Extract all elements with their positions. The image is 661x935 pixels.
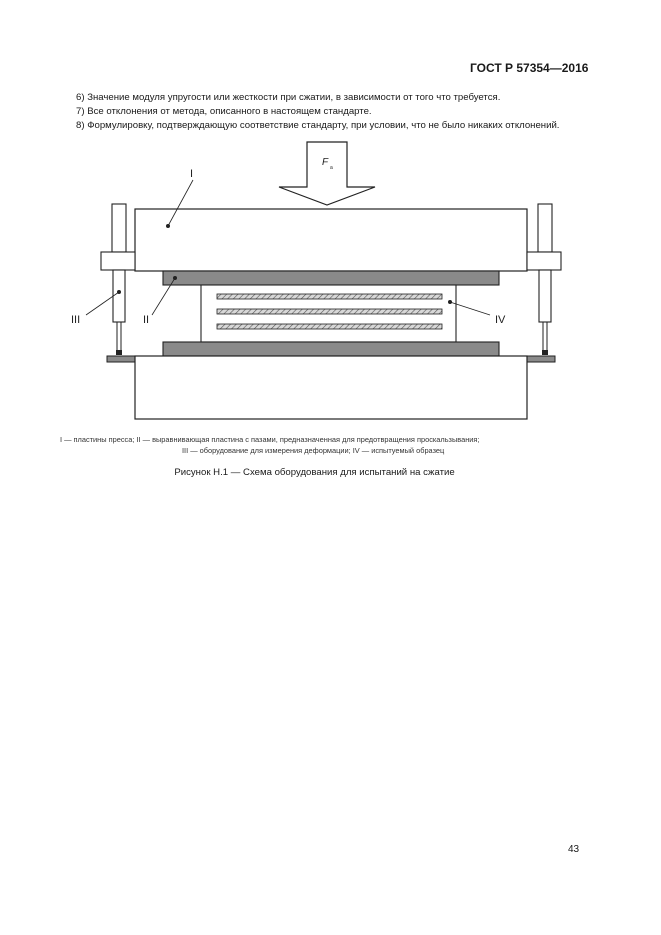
upper-alignment-plate xyxy=(163,271,499,285)
standard-code: ГОСТ Р 57354—2016 xyxy=(470,61,589,75)
force-subscript: a xyxy=(330,165,333,171)
figure-caption xyxy=(0,467,661,478)
figure-caption-text: Рисунок Н.1 — Схема оборудования для испытаний на сжатие xyxy=(174,467,455,478)
force-label: F xyxy=(322,157,329,168)
force-arrow xyxy=(279,142,375,205)
report-item-8: 8) Формулировку, подтверждающую соответствие стандарту, при условии, что не было никаких отклонений. xyxy=(76,120,560,132)
report-item-7: 7) Все отклонения от метода, описанного в настоящем стандарте. xyxy=(76,106,372,118)
lower-press-plate xyxy=(135,356,527,419)
label-II: II xyxy=(143,314,150,326)
figure-legend xyxy=(60,434,600,456)
lower-alignment-plate xyxy=(163,342,499,356)
left-deformation-gauge xyxy=(101,204,135,355)
report-item-6: 6) Значение модуля упругости или жесткости при сжатии, в зависимости от того что требуется. xyxy=(76,92,501,103)
label-IV: IV xyxy=(495,314,506,326)
right-base-ledge xyxy=(527,356,555,362)
label-III: III xyxy=(71,314,81,326)
specimen-layer-2 xyxy=(217,309,442,314)
legend-line-2: III — оборудование для измерения деформации; IV — испытуемый образец xyxy=(182,446,445,455)
left-base-ledge xyxy=(107,356,135,362)
specimen-layer-1 xyxy=(217,294,442,299)
upper-press-plate xyxy=(135,209,527,271)
label-I: I xyxy=(190,168,194,180)
legend-line-1: I — пластины пресса; II — выравнивающая пластина с пазами, предназначенная для предотвращения проскальзывания; xyxy=(60,435,480,444)
right-deformation-gauge xyxy=(527,204,561,355)
page-number: 43 xyxy=(568,844,580,855)
specimen-layer-3 xyxy=(217,324,442,329)
